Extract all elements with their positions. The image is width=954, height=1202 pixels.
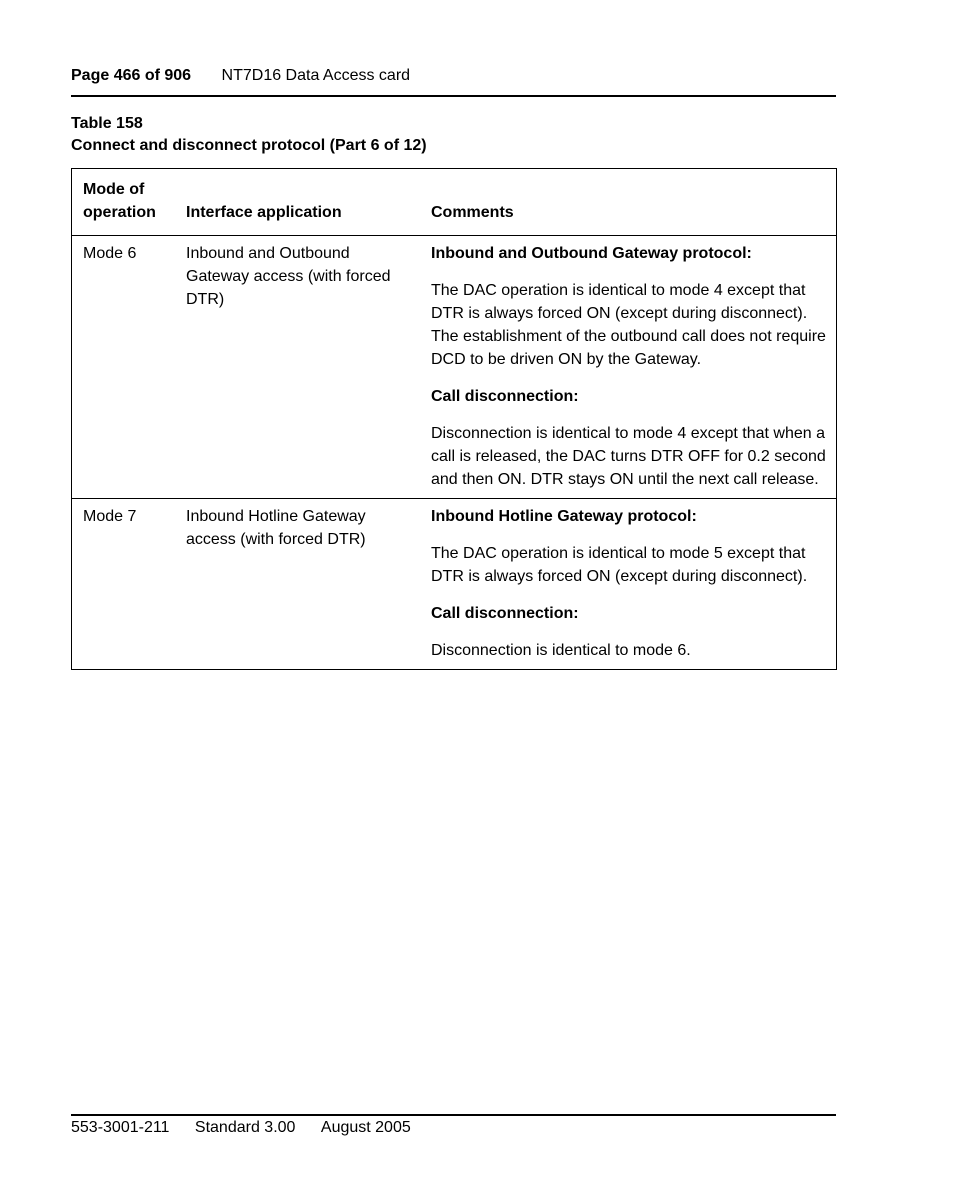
table-number: Table 158 [71,115,143,132]
comment-subheading: Call disconnection: [431,605,579,622]
comment-subheading: Inbound and Outbound Gateway protocol: [431,245,752,262]
mode-cell: Mode 7 [72,499,176,670]
table-caption [71,113,427,157]
table-row [72,236,837,499]
document-number: 553-3001-211 [71,1119,170,1136]
interface-cell: Inbound Hotline Gateway access (with forced DTR) [175,499,420,670]
header-divider [71,95,836,97]
table-header-row [72,169,837,236]
table-title: Connect and disconnect protocol (Part 6 of 12) [71,137,427,154]
comments-cell [420,236,837,499]
footer-divider [71,1114,836,1116]
table-row [72,499,837,670]
comment-subheading: Call disconnection: [431,388,579,405]
page-header [71,66,410,86]
column-header-mode: Mode of operation [83,181,156,221]
column-header-comments: Comments [431,204,514,221]
page-number: Page 466 of 906 [71,67,192,84]
publication-date: August 2005 [320,1119,411,1136]
mode-cell: Mode 6 [72,236,176,499]
interface-cell: Inbound and Outbound Gateway access (with forced DTR) [175,236,420,499]
comments-cell [420,499,837,670]
comment-paragraph: Disconnection is identical to mode 6. [431,642,691,659]
protocol-table [71,168,837,670]
comment-subheading: Inbound Hotline Gateway protocol: [431,508,697,525]
column-header-interface: Interface application [186,204,342,221]
comment-paragraph: The DAC operation is identical to mode 4 except that DTR is always forced ON (except during disconnect). The establishment of the outbound call does not require DCD to be driven ON by the Gateway. [431,282,826,368]
document-title: NT7D16 Data Access card [221,67,411,84]
comment-paragraph: Disconnection is identical to mode 4 except that when a call is released, the DAC turns DTR OFF for 0.2 second and then ON. DTR stays ON until the next call release. [431,425,826,488]
standard-version: Standard 3.00 [194,1119,296,1136]
page-footer [71,1118,411,1138]
comment-paragraph: The DAC operation is identical to mode 5 except that DTR is always forced ON (except during disconnect). [431,545,808,585]
